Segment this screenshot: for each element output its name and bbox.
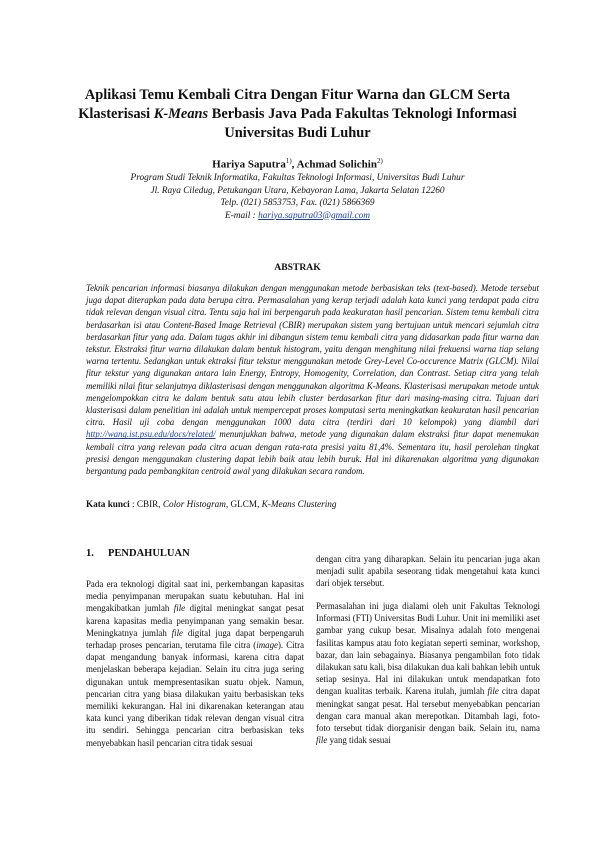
intro-italic-b: file bbox=[171, 627, 183, 638]
title-line-1: Aplikasi Temu Kembali Citra Dengan Fitur Warna dan GLCM Serta bbox=[84, 87, 511, 103]
author-2-sup: 2) bbox=[376, 157, 383, 165]
title-line-2 bbox=[60, 105, 535, 124]
intro-2-text-a: Permasalahan ini juga dialami oleh unit Fakultas Teknologi Informasi (FTI) Universitas Budi Luhur. Unit ini memiliki aset gambar yang cukup besar. Misalnya adalah foto mengenai fasilitas kampus atau foto kegiatan seperti seminar, workshop, bazar, dan lain sebagainya. Biasanya pengambilan foto tidak dilakukan satu kali, bisa dilakukan dua kali bahkan lebih untuk setiap sesinya. Hal ini dilakukan untuk mendapatkan foto dengan kualitas terbaik. Karena itulah, jumlah bbox=[316, 601, 540, 697]
paper-title bbox=[60, 86, 535, 143]
right-column-bottom bbox=[316, 600, 540, 746]
keyword-comma-3: , bbox=[257, 499, 262, 509]
email-line bbox=[60, 210, 535, 223]
author-1: Hariya Saputra bbox=[212, 158, 286, 171]
email-label: E-mail : bbox=[225, 210, 259, 221]
intro-text-b: digital meningkat sangat pesat karena kapasitas media penyimpanan yang semakin besar. Meningkatnya jumlah bbox=[86, 603, 304, 638]
keywords-label: Kata kunci bbox=[86, 499, 130, 509]
keyword-comma-2: , bbox=[225, 499, 231, 509]
intro-2-text-b: citra dapat meningkat sangat pesat. Hal tersebut menyebabkan pencarian dengan cara manual akan merepotkan. Ditambah lagi, foto-foto tersebut tidak diorganisir dengan baik. Selain itu, nama bbox=[316, 686, 540, 734]
abstract-text-1: Teknik pencarian informasi biasanya dilakukan dengan menggunakan metode berbasiskan teks (text-based). Metode tersebut juga dapat diterapkan pada data berupa citra. Permasalahan yang kerap terjadi adalah kata kunci yang terdapat pada citra tidak relevan dengan visual citra. Tentu saja hal ini berpengaruh pada keakuratan hasil pencarian. Sistem temu kembali citra berdasarkan isi atau Content-Based Image Retrieval (CBIR) merupakan sistem yang bertujuan untuk mencari sejumlah citra berdasarkan fitur yang ada. Dalam tugas akhir ini dibangun sistem temu kembali citra yang didasarkan pada fitur warna dan tekstur. Ekstraksi fitur warna dilakukan dalam bentuk histogram, yaitu dengan menghitung nilai frekuensi warna tiap selang warna tertentu. Sedangkan untuk ektraksi fitur tekstur menggunakan metode Grey-Level Co-occurence Matrix (GLCM). Nilai fitur tekstur yang digunakan antara lain Energy, Entropy, Homogenity, Correlation, dan Contrast. Setiap citra yang telah memiliki nilai fitur selanjutnya diklasterisasi dengan menggunakan algoritma K-Means. Klasterisasi merupakan metode untuk mengelompokkan citra ke dalam bentuk satu atau lebih cluster berdasarkan fitur dari masing-masing citra. Tujuan dari klasterisasi dalam penelitian ini adalah untuk mempercepat proses komputasi serta meningkatkan keakuratan hasil pencarian citra. Hasil uji coba dengan menggunakan 1000 data citra (terdiri dari 10 kelompok) yang diambil dari bbox=[86, 283, 539, 428]
intro-2-italic-a: file bbox=[487, 686, 499, 697]
email-link[interactable]: hariya.saputra03@gmail.com bbox=[258, 210, 370, 221]
affiliation-line-3: Telp. (021) 5853753, Fax. (021) 5866369 bbox=[220, 198, 375, 208]
affiliation bbox=[60, 172, 535, 222]
authors bbox=[60, 154, 535, 172]
abstract-body bbox=[86, 282, 539, 477]
intro-2-italic-b: file bbox=[316, 735, 328, 746]
abstract-text-2: menunjukkan bahwa, metode yang digunakan dalam ekstraksi fitur dapat menemukan kembali citra yang relevan pada citra acuan dengan rata-rata presisi yaitu 81,4%. Sementara itu, hasil perolehan tingkat presisi dengan menggunakan clustering dapat lebih baik atau lebih buruk. Hal ini dikarenakan algoritma yang digunakan bergantung pada pembangkitan centroid awal yang dilakukan secara random. bbox=[86, 429, 539, 477]
keyword-comma-1: , bbox=[158, 499, 163, 509]
left-column bbox=[86, 578, 304, 749]
keyword-4: K-Means Clustering bbox=[261, 499, 337, 509]
title-line-2-start: Klasterisasi bbox=[78, 106, 154, 122]
intro-2-text-c: yang tidak sesuai bbox=[327, 735, 391, 746]
keyword-1: CBIR bbox=[136, 499, 159, 509]
section-title: PENDAHULUAN bbox=[108, 548, 190, 559]
keywords-separator: : bbox=[129, 499, 137, 509]
dataset-link[interactable]: http://wang.ist.psu.edu/docs/related/ bbox=[86, 429, 216, 440]
abstract-heading: ABSTRAK bbox=[274, 262, 321, 273]
affiliation-line-2: Jl. Raya Ciledug, Petukangan Utara, Kebayoran Lama, Jakarta Selatan 12260 bbox=[150, 185, 445, 196]
section-number: 1. bbox=[86, 548, 94, 559]
intro-italic-a: file bbox=[173, 603, 186, 614]
intro-text-a: Pada era teknologi digital saat ini, perkembangan kapasitas media penyimpanan merupakan suatu kebutuhan. Hal ini mengakibatkan jumlah bbox=[86, 579, 304, 614]
title-kmeans: K-Means bbox=[153, 106, 209, 122]
intro-text-d: ). Citra dapat mengandung banyak informasi, karena citra dapat menjelaskan beberapa kejadian. Selain itu citra juga sering digunakan untuk mempresentasikan suatu objek. Namun, pencarian citra yang biasa dilakukan yaitu berbasiskan teks memiliki kekurangan. Hal ini dikarenakan keterangan atau kata kunci yang diberikan tidak relevan dengan visual citra itu sendiri. Sehingga pencarian citra berbasiskan teks menyebabkan hasil pencarian citra tidak sesuai bbox=[86, 640, 305, 748]
title-line-3: Universitas Budi Luhur bbox=[224, 125, 371, 141]
intro-paragraph-2 bbox=[316, 600, 540, 746]
abstract-paragraph bbox=[86, 282, 539, 477]
author-1-sup: 1) bbox=[285, 157, 292, 165]
intro-text-c: digital juga dapat berpengaruh terhadap proses pencarian, terutama file citra ( bbox=[86, 627, 304, 651]
author-separator: , bbox=[291, 158, 297, 171]
intro-paragraph-1 bbox=[86, 578, 304, 749]
keywords bbox=[86, 498, 539, 510]
right-column-top bbox=[316, 553, 540, 590]
author-2: Achmad Solichin bbox=[296, 158, 377, 171]
affiliation-line-1: Program Studi Teknik Informatika, Fakultas Teknologi Informasi, Universitas Budi Luhur bbox=[130, 173, 465, 183]
title-line-2-end: Berbasis Java Pada Fakultas Teknologi Informasi bbox=[208, 106, 517, 122]
section-heading bbox=[86, 548, 306, 559]
keyword-3: GLCM bbox=[230, 499, 258, 509]
keyword-2: Color Histogram bbox=[162, 499, 226, 509]
intro-italic-c: image bbox=[256, 640, 278, 651]
intro-paragraph-continued: dengan citra yang diharapkan. Selain itu pencarian juga akan menjadi sulit apabila seseorang tidak mengetahui kata kunci dari objek tersebut. bbox=[316, 554, 540, 589]
